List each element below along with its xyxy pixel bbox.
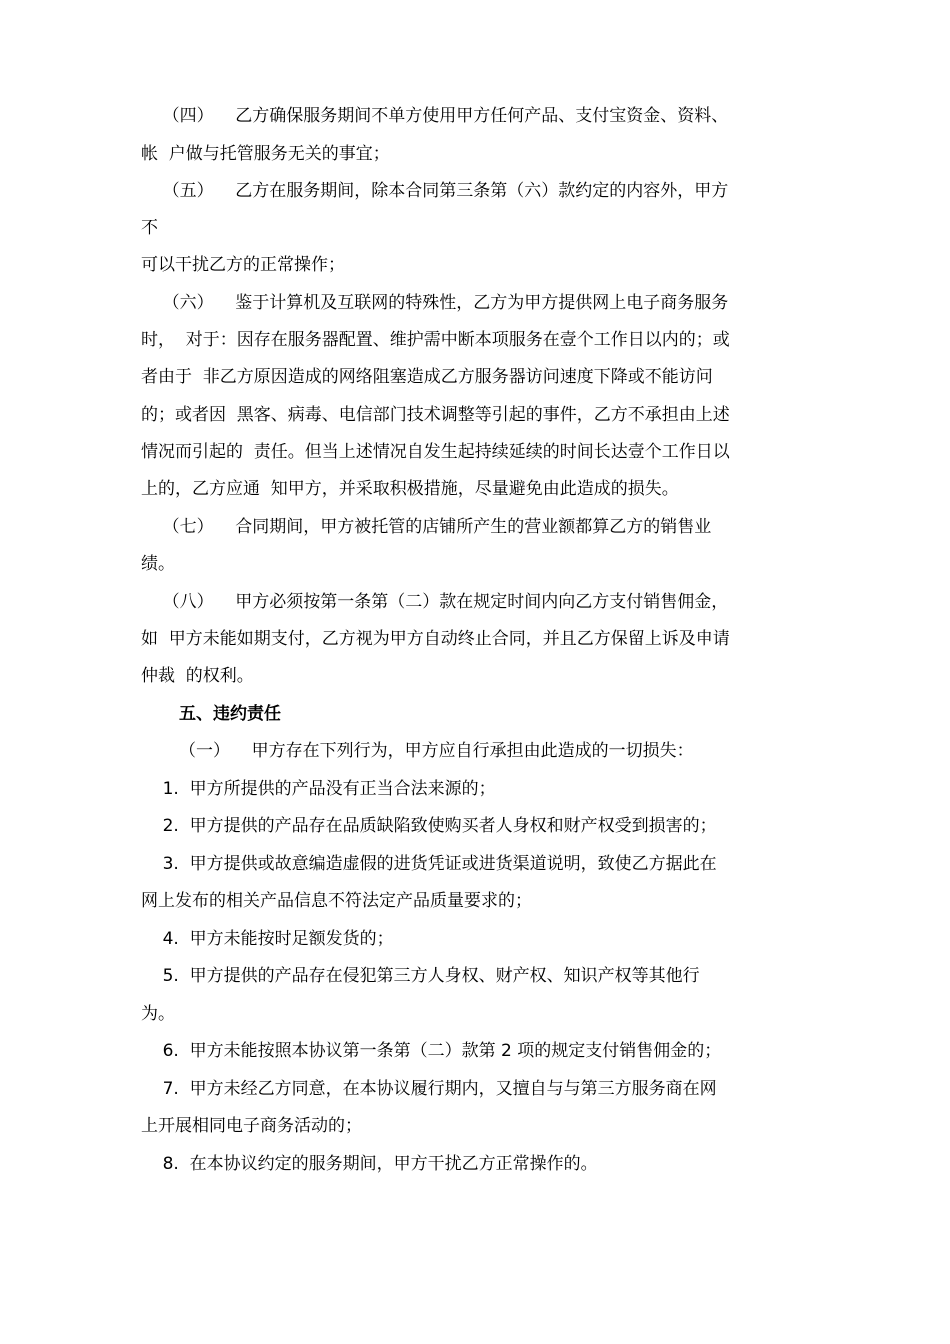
clause-6-line-5: 情况而引起的 责任。但当上述情况自发生起持续延续的时间长达壹个工作日以 <box>141 442 730 462</box>
clause-7-line-2: 绩。 <box>141 554 175 574</box>
clause-8-line-1: （八） 甲方必须按第一条第（二）款在规定时间内向乙方支付销售佣金， <box>141 592 729 612</box>
section-title: 五、违约责任 <box>179 704 281 724</box>
clause-5-line-3: 可以干扰乙方的正常操作； <box>141 255 345 275</box>
clause-6-line-2: 时， 对于：因存在服务器配置、维护需中断本项服务在壹个工作日以内的；或 <box>141 330 730 350</box>
clause-4-line-1: （四） 乙方确保服务期间不单方使用甲方任何产品、支付宝资金、资料、 <box>141 106 729 126</box>
clause-8-line-3: 仲裁 的权利。 <box>141 666 254 686</box>
clause-6-line-3: 者由于 非乙方原因造成的网络阻塞造成乙方服务器访问速度下降或不能访问 <box>141 367 713 387</box>
clause-4-line-2: 帐 户做与托管服务无关的事宜； <box>141 144 390 164</box>
item-8-line-1: 8. 在本协议约定的服务期间，甲方干扰乙方正常操作的。 <box>141 1154 598 1174</box>
clause-8-line-2: 如 甲方未能如期支付，乙方视为甲方自动终止合同，并且乙方保留上诉及申请 <box>141 629 730 649</box>
clause-6-line-6: 上的，乙方应通 知甲方，并采取积极措施，尽量避免由此造成的损失。 <box>141 479 679 499</box>
item-4-line-1: 4. 甲方未能按时足额发货的； <box>141 929 394 949</box>
clause-6-line-1: （六） 鉴于计算机及互联网的特殊性，乙方为甲方提供网上电子商务服务 <box>141 293 729 313</box>
item-5-line-1: 5. 甲方提供的产品存在侵犯第三方人身权、财产权、知识产权等其他行 <box>141 966 700 986</box>
item-6-line-1: 6. 甲方未能按照本协议第一条第（二）款第 2 项的规定支付销售佣金的； <box>141 1041 722 1061</box>
item-1-line-1: 1. 甲方所提供的产品没有正当合法来源的； <box>141 779 496 799</box>
clause-5-line-2: 不 <box>141 218 158 238</box>
clause-7-line-1: （七） 合同期间，甲方被托管的店铺所产生的营业额都算乙方的销售业 <box>141 517 712 537</box>
item-7-line-1: 7. 甲方未经乙方同意，在本协议履行期内，又擅自与与第三方服务商在网 <box>141 1079 717 1099</box>
clause-6-line-4: 的；或者因 黑客、病毒、电信部门技术调整等引起的事件，乙方不承担由上述 <box>141 405 730 425</box>
clause-5-line-1: （五） 乙方在服务期间，除本合同第三条第（六）款约定的内容外，甲方 <box>141 181 729 201</box>
item-5-line-2: 为。 <box>141 1004 175 1024</box>
item-2-line-1: 2. 甲方提供的产品存在品质缺陷致使购买者人身权和财产权受到损害的； <box>141 816 717 836</box>
item-3-line-1: 3. 甲方提供或故意编造虚假的进货凭证或进货渠道说明，致使乙方据此在 <box>141 854 717 874</box>
item-3-line-2: 网上发布的相关产品信息不符法定产品质量要求的； <box>141 891 532 911</box>
section-intro: （一） 甲方存在下列行为，甲方应自行承担由此造成的一切损失： <box>179 741 694 761</box>
item-7-line-2: 上开展相同电子商务活动的； <box>141 1116 362 1136</box>
